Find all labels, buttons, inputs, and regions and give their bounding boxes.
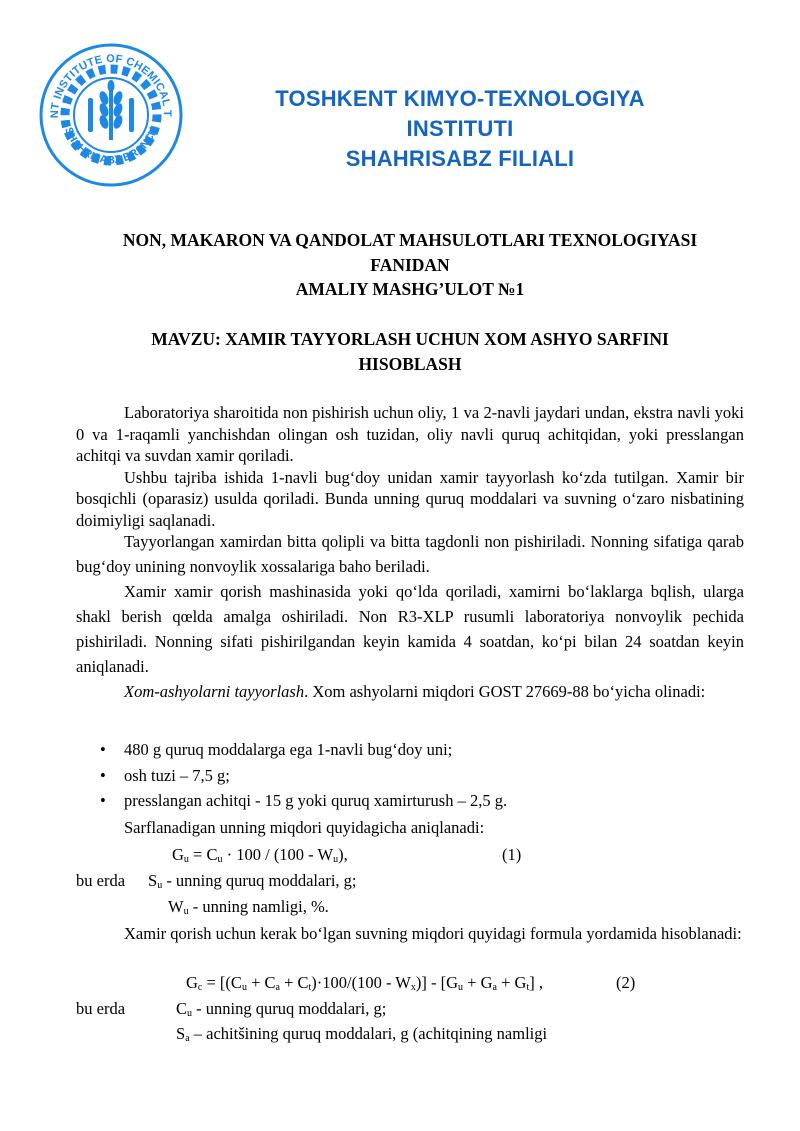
list-item — [100, 788, 740, 814]
paragraph-5-italic: Xom-ashyolarni tayyorlash — [124, 682, 305, 701]
list-item-text: presslangan achitqi - 15 g yoki quruq xamirturush – 2,5 g. — [124, 791, 508, 810]
logo-text-bottom: SHAHRISABZ BRANCH — [62, 125, 160, 167]
where-2-line-2: $S_a$ – achitšining quruq moddalari, g (achitqining namligi — [176, 1024, 548, 1044]
paragraph-5 — [76, 679, 744, 704]
body-text-block-1 — [76, 402, 744, 531]
institution-name — [180, 84, 740, 174]
list-item — [100, 737, 740, 763]
subject-heading — [76, 228, 744, 302]
paragraph-2: Ushbu tajriba ishida 1-navli bug‘doy unidan xamir tayyorlash ko‘zda tutilgan. Xamir bir bosqichli (oparasiz) usulda qoriladi. Bunda unning quruq moddalari va suvning o‘zaro nisbatining doimiyligi saqlanadi. — [76, 467, 744, 530]
list-item-text: osh tuzi – 7,5 g; — [124, 765, 230, 785]
institute-logo — [36, 40, 186, 190]
topic-line-1: MAVZU: XAMIR TAYYORLASH UCHUN XOM ASHYO SARFINI — [151, 329, 669, 349]
subject-line-1: NON, MAKARON VA QANDOLAT MAHSULOTLARI TEXNOLOGIYASI — [122, 230, 698, 250]
paragraph-1: Laboratoriya sharoitida non pishirish uchun oliy, 1 va 2-navli jaydari undan, ekstra navli yoki 0 va 1-raqamli yanchishdan olingan osh tuzidan, oliy navli quruq achitqidan, yoki presslangan achitqi va suvdan xamir qoriladi. — [76, 403, 744, 465]
where-2-line-1: $C_u$ - unning quruq moddalari, g; — [176, 999, 387, 1019]
paragraph-5-text: . Xom ashyolarni miqdori GOST 27669-88 bo‘yicha olinadi: — [304, 682, 706, 701]
formula-2-number: (2) — [616, 973, 636, 992]
topic-heading — [76, 327, 744, 376]
bullet-icon: • — [100, 791, 106, 810]
institution-line-3: SHAHRISABZ FILIALI — [345, 146, 575, 171]
subject-line-2: FANIDAN — [370, 254, 450, 275]
list-item-text: 480 g quruq moddalarga ega 1-navli bug‘doy uni; — [124, 740, 453, 759]
body-text-block-4 — [76, 921, 744, 946]
list-item — [100, 763, 740, 789]
where-1-line-1: $S_u$ - unning quruq moddalari, g; — [148, 871, 357, 891]
subject-line-3: AMALIY MASHG’ULOT №1 — [295, 279, 525, 299]
body-text-block-2 — [76, 529, 744, 704]
where-label-2: bu erda — [76, 999, 126, 1018]
bullet-icon: • — [100, 740, 106, 759]
paragraph-4: Xamir xamir qorish mashinasida yoki qo‘lda qoriladi, xamirni bo‘laklarga bqlish, ularga shakl berish qœlda amalga oshiriladi. Non R3-XLP rusumli laboratoriya nonvoylik pechida pishiriladi. Nonning sifati pishirilgandan keyin kamida 4 soatdan, ko‘pi bilan 24 soatdan keyin aniqlanadi. — [76, 582, 744, 676]
formula-1-number: (1) — [502, 845, 522, 864]
paragraph-6: Sarflanadigan unning miqdori quyidagicha aniqlanadi: — [124, 818, 485, 837]
institution-line-2: INSTITUTI — [406, 116, 514, 141]
paragraph-3: Tayyorlangan xamirdan bitta qolipli va bitta tagdonli non pishiriladi. Nonning sifatiga qarab bug‘doy unining nonvoylik xossalariga baho beriladi. — [76, 532, 744, 576]
logo-text-top: NT INSTITUTE OF CHEMICAL T — [48, 52, 174, 119]
body-text-block-3 — [76, 817, 744, 839]
bullet-icon: • — [100, 765, 106, 785]
paragraph-7: Xamir qorish uchun kerak bo‘lgan suvning miqdori quyidagi formula yordamida hisoblanadi: — [124, 924, 742, 943]
formula-2: $G_c = [(C_u + C_a + C_t)\cdot 100/(100 - W_x)] - [G_u + G_a + G_t]$ , — [186, 973, 543, 993]
where-label-1: bu erda — [76, 871, 126, 890]
institution-line-1: TOSHKENT KIMYO-TEXNOLOGIYA — [275, 86, 645, 111]
topic-line-2: HISOBLASH — [358, 353, 462, 374]
formula-1: $G_u = C_u \cdot 100 / (100 - W_u)$, — [172, 845, 348, 865]
where-1-line-2: $W_u$ - unning namligi, %. — [168, 897, 329, 917]
ingredient-list — [100, 737, 740, 814]
